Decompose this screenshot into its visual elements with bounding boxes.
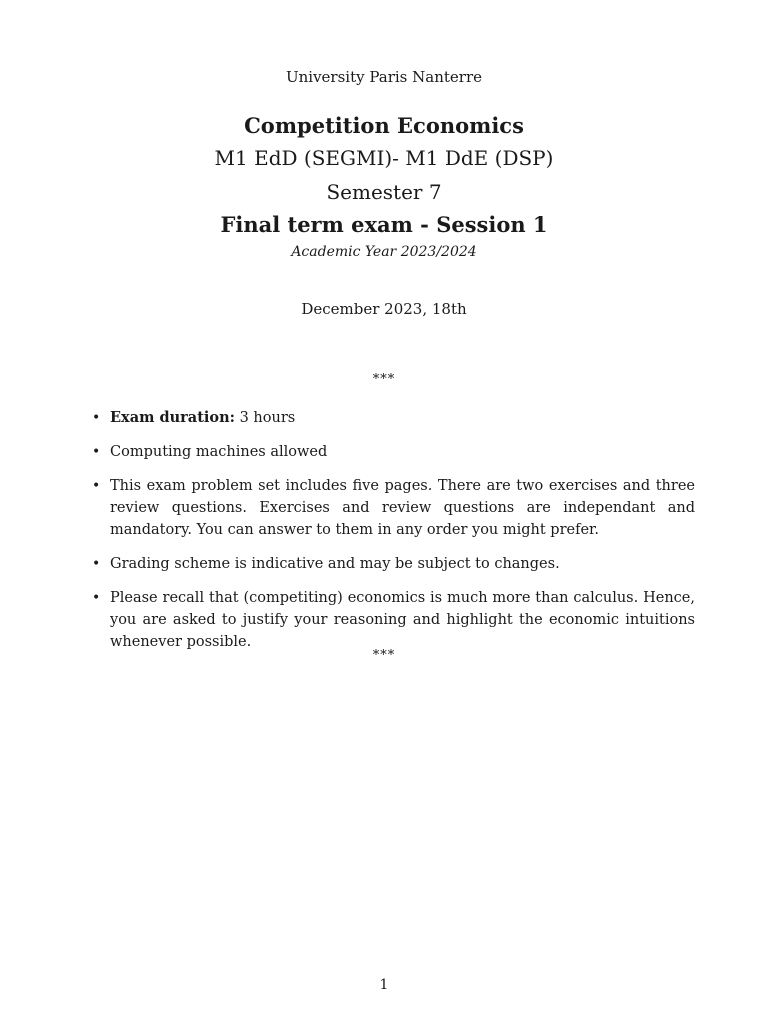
separator-bottom: *** — [372, 648, 396, 663]
bullet-icon: • — [92, 556, 101, 572]
course-title: Competition Economics — [244, 113, 524, 138]
academic-year: Academic Year 2023/2024 — [291, 244, 477, 260]
semester-label: Semester 7 — [326, 180, 442, 204]
computing-text: Computing machines allowed — [110, 444, 328, 460]
instruction-problem-set — [90, 475, 695, 541]
recall-text: Please recall that (competiting) economics is much more than calculus. Hence, you are asked to justify your reasoning and highlight the economic intuitions whenever possible. — [110, 590, 695, 650]
university-name: University Paris Nanterre — [285, 68, 483, 86]
bullet-icon: • — [92, 590, 101, 606]
exam-date: December 2023, 18th — [301, 300, 467, 318]
bullet-icon: • — [92, 444, 101, 460]
bullet-icon: • — [92, 478, 101, 494]
separator-top: *** — [372, 372, 396, 387]
exam-title: Final term exam - Session 1 — [220, 212, 548, 237]
instructions-list — [90, 407, 695, 665]
problem-set-text: This exam problem set includes five pages. There are two exercises and three review questions. Exercises and review questions are independant and mandatory. You can answer to them in any order you might prefer. — [110, 478, 695, 538]
bullet-icon: • — [92, 410, 101, 426]
instruction-recall — [90, 587, 695, 653]
duration-label: Exam duration: — [110, 409, 235, 426]
duration-value: 3 hours — [234, 410, 296, 426]
instruction-duration — [90, 407, 695, 429]
page-number: 1 — [379, 977, 389, 993]
grading-text: Grading scheme is indicative and may be subject to changes. — [110, 556, 560, 572]
instruction-computing — [90, 441, 695, 463]
program-codes: M1 EdD (SEGMI)- M1 DdE (DSP) — [214, 146, 554, 170]
instruction-grading — [90, 553, 695, 575]
